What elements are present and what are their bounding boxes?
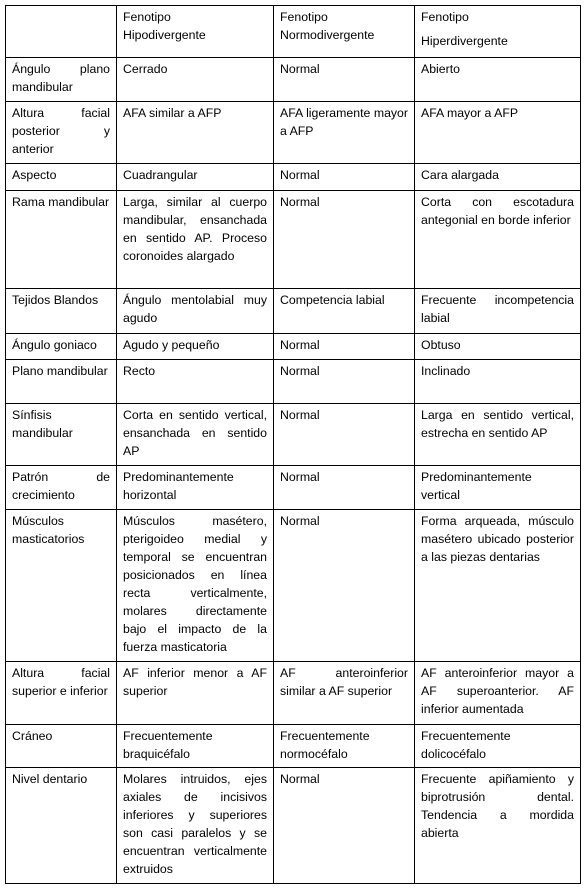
header-cell-hiperdivergente: Fenotipo Hiperdivergente (415, 6, 581, 58)
table-row (6, 334, 581, 360)
cell-hiperdivergente: Inclinado (415, 360, 581, 404)
cell-normodivergente: Competencia labial (274, 289, 415, 334)
header-cell-empty (6, 6, 117, 58)
cell-hiperdivergente: Frecuente apiñamiento y biprotrusión dental. Tendencia a mordida abierta (415, 768, 581, 884)
header-row (6, 6, 581, 58)
cell-hiperdivergente: Cara alargada (415, 164, 581, 191)
cell-normodivergente: Frecuentemente normocéfalo (274, 725, 415, 768)
row-label: Ángulo plano mandibular (6, 58, 117, 102)
row-label: Tejidos Blandos (6, 289, 117, 334)
cell-hipodivergente: Ángulo mentolabial muy agudo (117, 289, 274, 334)
cell-normodivergente: Normal (274, 768, 415, 884)
row-label: Nivel dentario (6, 768, 117, 884)
cell-hipodivergente: Agudo y pequeño (117, 334, 274, 360)
cell-normodivergente: AF anteroinferior similar a AF superior (274, 662, 415, 725)
cell-hipodivergente: Recto (117, 360, 274, 404)
table-row (6, 58, 581, 102)
row-label: Aspecto (6, 164, 117, 191)
table-row (6, 466, 581, 510)
row-label: Músculos masticatorios (6, 510, 117, 662)
cell-hiperdivergente: Predominantemente vertical (415, 466, 581, 510)
cell-normodivergente: Normal (274, 360, 415, 404)
table-row (6, 164, 581, 191)
cell-hipodivergente: Corta en sentido vertical, ensanchada en sentido AP (117, 404, 274, 466)
cell-hiperdivergente: Larga en sentido vertical, estrecha en sentido AP (415, 404, 581, 466)
cell-normodivergente: Normal (274, 334, 415, 360)
cell-normodivergente: Normal (274, 191, 415, 289)
cell-hipodivergente: Molares intruidos, ejes axiales de incisivos inferiores y superiores son casi paralelos y se encuentran verticalmente extruidos (117, 768, 274, 884)
row-label: Plano mandibular (6, 360, 117, 404)
header-cell-normodivergente: Fenotipo Normodivergente (274, 6, 415, 58)
table-row (6, 191, 581, 289)
row-label: Altura facial posterior y anterior (6, 102, 117, 164)
cell-normodivergente: Normal (274, 58, 415, 102)
phenotype-table (5, 5, 581, 884)
cell-normodivergente: Normal (274, 510, 415, 662)
table-row (6, 510, 581, 662)
cell-hipodivergente: Frecuentemente braquicéfalo (117, 725, 274, 768)
table-row (6, 725, 581, 768)
row-label: Cráneo (6, 725, 117, 768)
row-label: Ángulo goniaco (6, 334, 117, 360)
header-cell-hipodivergente: Fenotipo Hipodivergente (117, 6, 274, 58)
table-row (6, 662, 581, 725)
cell-hiperdivergente: Obtuso (415, 334, 581, 360)
row-label: Patrón de crecimiento (6, 466, 117, 510)
cell-hipodivergente: Larga, similar al cuerpo mandibular, ensanchada en sentido AP. Proceso coronoides alargado (117, 191, 274, 289)
cell-hiperdivergente: Frecuente incompetencia labial (415, 289, 581, 334)
cell-hiperdivergente: Forma arqueada, músculo masétero ubicado posterior a las piezas dentarias (415, 510, 581, 662)
cell-normodivergente: Normal (274, 164, 415, 191)
cell-hiperdivergente: Frecuentemente dolicocéfalo (415, 725, 581, 768)
cell-normodivergente: Normal (274, 404, 415, 466)
table-row (6, 289, 581, 334)
cell-hiperdivergente: Corta con escotadura antegonial en borde inferior (415, 191, 581, 289)
cell-hipodivergente: Predominantemente horizontal (117, 466, 274, 510)
cell-hipodivergente: Cuadrangular (117, 164, 274, 191)
cell-hiperdivergente: Abierto (415, 58, 581, 102)
table-row (6, 360, 581, 404)
cell-hipodivergente: Músculos masétero, pterigoideo medial y temporal se encuentran posicionados en línea recta verticalmente, molares directamente bajo el impacto de la fuerza masticatoria (117, 510, 274, 662)
cell-hipodivergente: Cerrado (117, 58, 274, 102)
table-row (6, 768, 581, 884)
row-label: Sínfisis mandibular (6, 404, 117, 466)
cell-hiperdivergente: AFA mayor a AFP (415, 102, 581, 164)
table-row (6, 102, 581, 164)
row-label: Rama mandibular (6, 191, 117, 289)
cell-normodivergente: AFA ligeramente mayor a AFP (274, 102, 415, 164)
cell-normodivergente: Normal (274, 466, 415, 510)
cell-hipodivergente: AFA similar a AFP (117, 102, 274, 164)
table-row (6, 404, 581, 466)
row-label: Altura facial superior e inferior (6, 662, 117, 725)
cell-hipodivergente: AF inferior menor a AF superior (117, 662, 274, 725)
cell-hiperdivergente: AF anteroinferior mayor a AF superoanterior. AF inferior aumentada (415, 662, 581, 725)
